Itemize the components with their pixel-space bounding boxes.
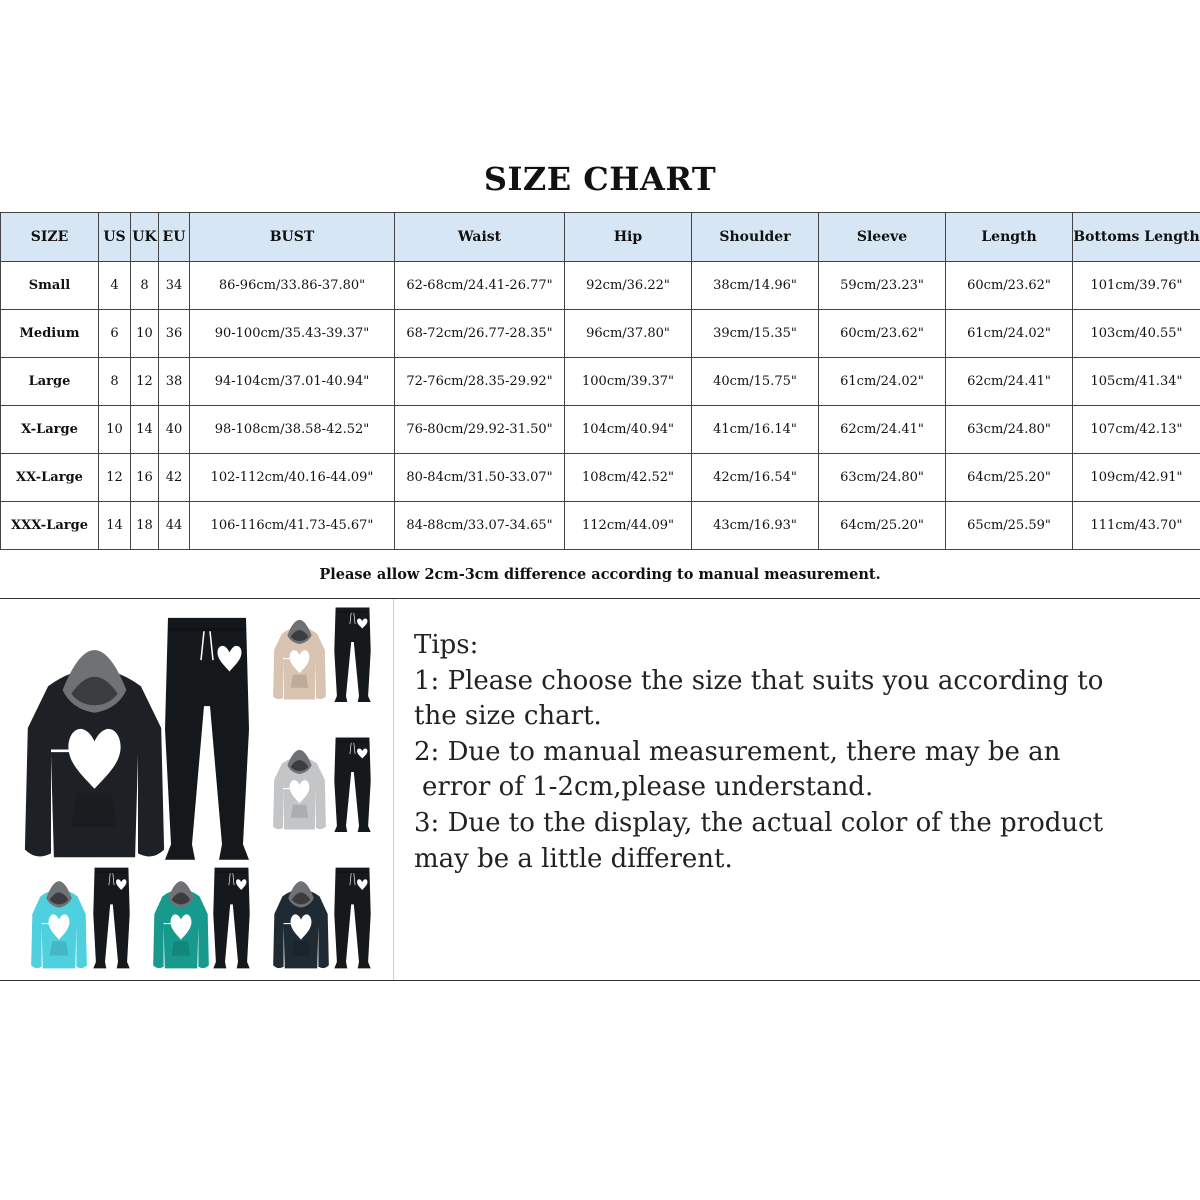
- table-cell: 59cm/23.23": [819, 262, 946, 310]
- header-us: US: [99, 213, 131, 262]
- table-cell: 43cm/16.93": [692, 502, 819, 550]
- table-cell: 64cm/25.20": [819, 502, 946, 550]
- table-cell: 62-68cm/24.41-26.77": [395, 262, 565, 310]
- table-cell: 101cm/39.76": [1073, 262, 1200, 310]
- table-cell: XXX-Large: [1, 502, 99, 550]
- product-images: [0, 600, 393, 980]
- table-cell: 14: [131, 406, 159, 454]
- measurement-note: Please allow 2cm-3cm difference according to manual measurement.: [319, 566, 881, 583]
- header-size: SIZE: [1, 213, 99, 262]
- table-cell: 8: [99, 358, 131, 406]
- table-row: [1, 262, 1200, 310]
- table-cell: 63cm/24.80": [946, 406, 1073, 454]
- table-cell: 92cm/36.22": [565, 262, 692, 310]
- table-cell: 61cm/24.02": [946, 310, 1073, 358]
- table-row: [1, 310, 1200, 358]
- tips-section: [414, 628, 1114, 877]
- header-bust: BUST: [190, 213, 395, 262]
- table-cell: X-Large: [1, 406, 99, 454]
- table-cell: 14: [99, 502, 131, 550]
- table-cell: 63cm/24.80": [819, 454, 946, 502]
- table-cell: 90-100cm/35.43-39.37": [190, 310, 395, 358]
- table-cell: 102-112cm/40.16-44.09": [190, 454, 395, 502]
- table-cell: 94-104cm/37.01-40.94": [190, 358, 395, 406]
- table-cell: 42cm/16.54": [692, 454, 819, 502]
- tip-line: 1: Please choose the size that suits you according to: [414, 665, 1104, 696]
- table-cell: 38: [159, 358, 190, 406]
- table-row: [1, 406, 1200, 454]
- table-cell: 18: [131, 502, 159, 550]
- table-cell: 68-72cm/26.77-28.35": [395, 310, 565, 358]
- table-cell: 109cm/42.91": [1073, 454, 1200, 502]
- table-cell: XX-Large: [1, 454, 99, 502]
- table-cell: 62cm/24.41": [819, 406, 946, 454]
- tip-line: error of 1-2cm,please understand.: [422, 772, 874, 803]
- table-cell: 76-80cm/29.92-31.50": [395, 406, 565, 454]
- table-cell: 38cm/14.96": [692, 262, 819, 310]
- table-cell: 60cm/23.62": [819, 310, 946, 358]
- table-cell: 86-96cm/33.86-37.80": [190, 262, 395, 310]
- table-cell: 64cm/25.20": [946, 454, 1073, 502]
- header-hip: Hip: [565, 213, 692, 262]
- header-length: Length: [946, 213, 1073, 262]
- table-cell: 80-84cm/31.50-33.07": [395, 454, 565, 502]
- table-cell: 41cm/16.14": [692, 406, 819, 454]
- table-cell: 42: [159, 454, 190, 502]
- table-cell: 96cm/37.80": [565, 310, 692, 358]
- black-hoodie-pants-icon: [25, 618, 249, 860]
- table-cell: 111cm/43.70": [1073, 502, 1200, 550]
- table-cell: 60cm/23.62": [946, 262, 1073, 310]
- table-cell: 72-76cm/28.35-29.92": [395, 358, 565, 406]
- table-cell: 34: [159, 262, 190, 310]
- header-bottoms-length: Bottoms Length: [1073, 213, 1200, 262]
- size-chart-title: SIZE CHART: [483, 160, 717, 198]
- gray-hoodie-pants-icon: [273, 738, 371, 833]
- navy-hoodie-pants-icon: [273, 868, 371, 969]
- header-sleeve: Sleeve: [819, 213, 946, 262]
- table-cell: 6: [99, 310, 131, 358]
- table-cell: 12: [131, 358, 159, 406]
- table-cell: 12: [99, 454, 131, 502]
- table-cell: Small: [1, 262, 99, 310]
- tips-heading: Tips:: [414, 630, 479, 660]
- table-cell: 4: [99, 262, 131, 310]
- table-cell: 106-116cm/41.73-45.67": [190, 502, 395, 550]
- header-eu: EU: [159, 213, 190, 262]
- table-cell: 84-88cm/33.07-34.65": [395, 502, 565, 550]
- divider: [0, 598, 1200, 599]
- tip-line: the size chart.: [414, 701, 602, 732]
- table-cell: 107cm/42.13": [1073, 406, 1200, 454]
- teal-hoodie-pants-icon: [153, 868, 250, 969]
- header-uk: UK: [131, 213, 159, 262]
- table-row: [1, 358, 1200, 406]
- table-cell: 108cm/42.52": [565, 454, 692, 502]
- tip-line: 3: Due to the display, the actual color of the product: [414, 807, 1104, 838]
- header-shoulder: Shoulder: [692, 213, 819, 262]
- tip-line: 2: Due to manual measurement, there may be an: [414, 736, 1061, 767]
- table-cell: Large: [1, 358, 99, 406]
- table-cell: 36: [159, 310, 190, 358]
- table-cell: 40: [159, 406, 190, 454]
- table-cell: 39cm/15.35": [692, 310, 819, 358]
- table-row: [1, 502, 1200, 550]
- table-row: [1, 454, 1200, 502]
- divider: [0, 980, 1200, 981]
- table-cell: 112cm/44.09": [565, 502, 692, 550]
- table-cell: 44: [159, 502, 190, 550]
- table-cell: 105cm/41.34": [1073, 358, 1200, 406]
- table-cell: 98-108cm/38.58-42.52": [190, 406, 395, 454]
- header-row: [1, 213, 1200, 262]
- table-cell: 100cm/39.37": [565, 358, 692, 406]
- header-waist: Waist: [395, 213, 565, 262]
- table-cell: 61cm/24.02": [819, 358, 946, 406]
- divider: [393, 599, 394, 980]
- table-cell: 40cm/15.75": [692, 358, 819, 406]
- table-cell: 104cm/40.94": [565, 406, 692, 454]
- table-cell: 103cm/40.55": [1073, 310, 1200, 358]
- tip-line: may be a little different.: [414, 843, 733, 874]
- table-cell: Medium: [1, 310, 99, 358]
- light-blue-hoodie-pants-icon: [31, 868, 130, 969]
- khaki-hoodie-pants-icon: [273, 608, 371, 703]
- table-cell: 10: [131, 310, 159, 358]
- table-cell: 65cm/25.59": [946, 502, 1073, 550]
- table-cell: 10: [99, 406, 131, 454]
- table-cell: 8: [131, 262, 159, 310]
- table-cell: 16: [131, 454, 159, 502]
- size-table: [0, 212, 1200, 550]
- table-cell: 62cm/24.41": [946, 358, 1073, 406]
